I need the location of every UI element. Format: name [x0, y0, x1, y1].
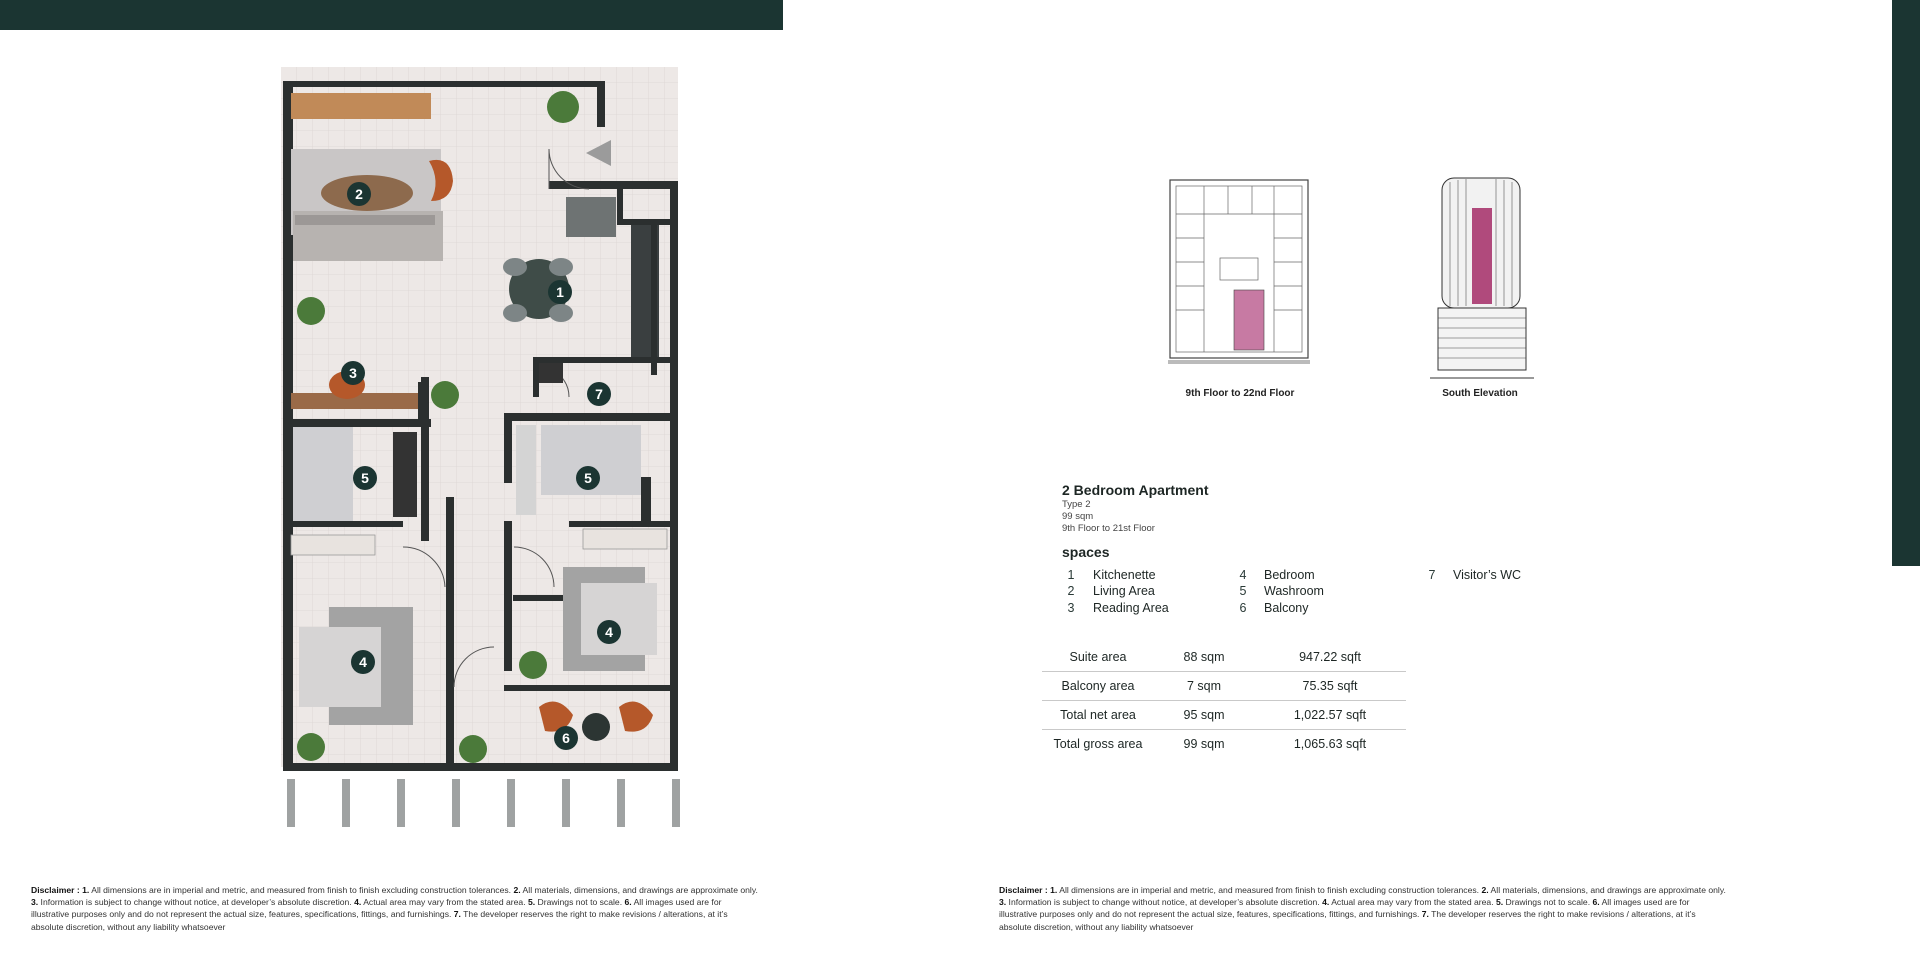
space-label: Living Area: [1093, 584, 1155, 598]
space-label: Washroom: [1264, 584, 1324, 598]
disclaimer-text: All dimensions are in imperial and metric, and measured from finish to finish excluding construction tolerances.: [1057, 885, 1482, 895]
area-sqm: 95 sqm: [1154, 701, 1254, 730]
room-marker-number: 7: [595, 386, 603, 402]
floor-plan-key-label: 9th Floor to 22nd Floor: [1185, 388, 1295, 399]
disclaimer-text: Information is subject to change without notice, at developer’s absolute discretion.: [38, 897, 355, 908]
area-sqm: 88 sqm: [1154, 643, 1254, 672]
disclaimer-label: Disclaimer :: [999, 885, 1048, 895]
space-number: 5: [1239, 584, 1247, 598]
space-label: Kitchenette: [1093, 568, 1156, 582]
disclaimer-num: 1.: [1050, 885, 1058, 895]
disclaimer-num: 6.: [624, 897, 632, 908]
disclaimer-text: All dimensions are in imperial and metric, and measured from finish to finish excluding construction tolerances.: [89, 885, 514, 895]
disclaimer-text: All images used are for illustrative purposes only and do not represent the actual size, features, specifications, fittings, and furnishings.: [31, 897, 722, 920]
disclaimer-label: Disclaimer :: [31, 885, 80, 895]
area-sqft: 1,022.57 sqft: [1254, 701, 1406, 730]
apartment-area: 99 sqm: [1062, 511, 1094, 522]
room-marker-number: 6: [562, 730, 570, 746]
disclaimer-num: 6.: [1592, 897, 1600, 908]
space-number: 6: [1239, 601, 1247, 615]
disclaimer-text: All materials, dimensions, and drawings are approximate only.: [520, 885, 758, 895]
disclaimer-num: 5.: [1495, 897, 1504, 908]
apartment-title: 2 Bedroom Apartment: [1062, 482, 1209, 498]
area-name: Total net area: [1042, 701, 1154, 730]
area-sqft: 75.35 sqft: [1254, 672, 1406, 701]
area-name: Balcony area: [1042, 672, 1154, 701]
apartment-type: Type 2: [1062, 499, 1091, 510]
table-row: [1042, 643, 1406, 672]
room-marker-number: 4: [359, 654, 367, 670]
south-elevation-image: [1430, 172, 1534, 384]
space-label: Balcony: [1264, 601, 1309, 615]
disclaimer-right: [999, 884, 1727, 933]
header-band: [0, 0, 783, 30]
room-marker-number: 3: [349, 365, 357, 381]
side-band: [1892, 0, 1920, 566]
space-number: 4: [1239, 568, 1247, 582]
disclaimer-left: [31, 884, 759, 933]
table-row: [1042, 701, 1406, 730]
area-sqft: 947.22 sqft: [1254, 643, 1406, 672]
disclaimer-text: Actual area may vary from the stated area.: [361, 897, 528, 908]
area-name: Suite area: [1042, 643, 1154, 672]
space-number: 1: [1067, 568, 1075, 582]
space-number: 7: [1428, 568, 1436, 582]
disclaimer-num: 3.: [999, 897, 1007, 908]
table-row: [1042, 730, 1406, 759]
space-label: Reading Area: [1093, 601, 1169, 615]
south-elevation-label: South Elevation: [1442, 388, 1518, 399]
room-marker-number: 1: [556, 284, 564, 300]
disclaimer-text: The developer reserves the right to make revisions / alterations, at it’s absolute discretion, without any liability whatsoever: [31, 909, 728, 932]
room-marker-number: 4: [605, 624, 613, 640]
disclaimer-num: 2.: [513, 885, 521, 895]
disclaimer-text: Actual area may vary from the stated area.: [1329, 897, 1496, 908]
area-name: Total gross area: [1053, 737, 1143, 751]
area-sqm: 7 sqm: [1154, 672, 1254, 701]
floor-key-plan: [1168, 178, 1310, 364]
disclaimer-num: 7.: [453, 909, 461, 920]
disclaimer-text: Drawings not to scale.: [1503, 897, 1593, 908]
room-marker-number: 5: [361, 470, 369, 486]
table-row: [1042, 672, 1406, 701]
space-number: 3: [1067, 601, 1075, 615]
area-sqm: 99 sqm: [1183, 737, 1225, 751]
area-table: [1042, 643, 1406, 758]
disclaimer-num: 4.: [354, 897, 362, 908]
disclaimer-num: 1.: [82, 885, 90, 895]
disclaimer-text: All materials, dimensions, and drawings are approximate only.: [1488, 885, 1726, 895]
space-label: Bedroom: [1264, 568, 1315, 582]
disclaimer-text: Drawings not to scale.: [535, 897, 625, 908]
room-marker-number: 5: [584, 470, 592, 486]
disclaimer-text: All images used are for illustrative purposes only and do not represent the actual size, features, specifications, fittings, and furnishings.: [999, 897, 1690, 920]
disclaimer-text: Information is subject to change without notice, at developer’s absolute discretion.: [1006, 897, 1323, 908]
area-sqft: 1,065.63 sqft: [1293, 737, 1367, 751]
disclaimer-num: 4.: [1322, 897, 1330, 908]
space-number: 2: [1067, 584, 1075, 598]
disclaimer-num: 5.: [527, 897, 536, 908]
room-marker-number: 2: [355, 186, 363, 202]
floor-plan: [281, 67, 681, 831]
disclaimer-num: 7.: [1421, 909, 1429, 920]
disclaimer-num: 2.: [1481, 885, 1489, 895]
apartment-floors: 9th Floor to 21st Floor: [1062, 523, 1155, 534]
disclaimer-text: The developer reserves the right to make revisions / alterations, at it’s absolute discretion, without any liability whatsoever: [999, 909, 1696, 932]
disclaimer-num: 3.: [31, 897, 39, 908]
space-label: Visitor’s WC: [1453, 568, 1522, 582]
spaces-heading: spaces: [1062, 544, 1110, 560]
